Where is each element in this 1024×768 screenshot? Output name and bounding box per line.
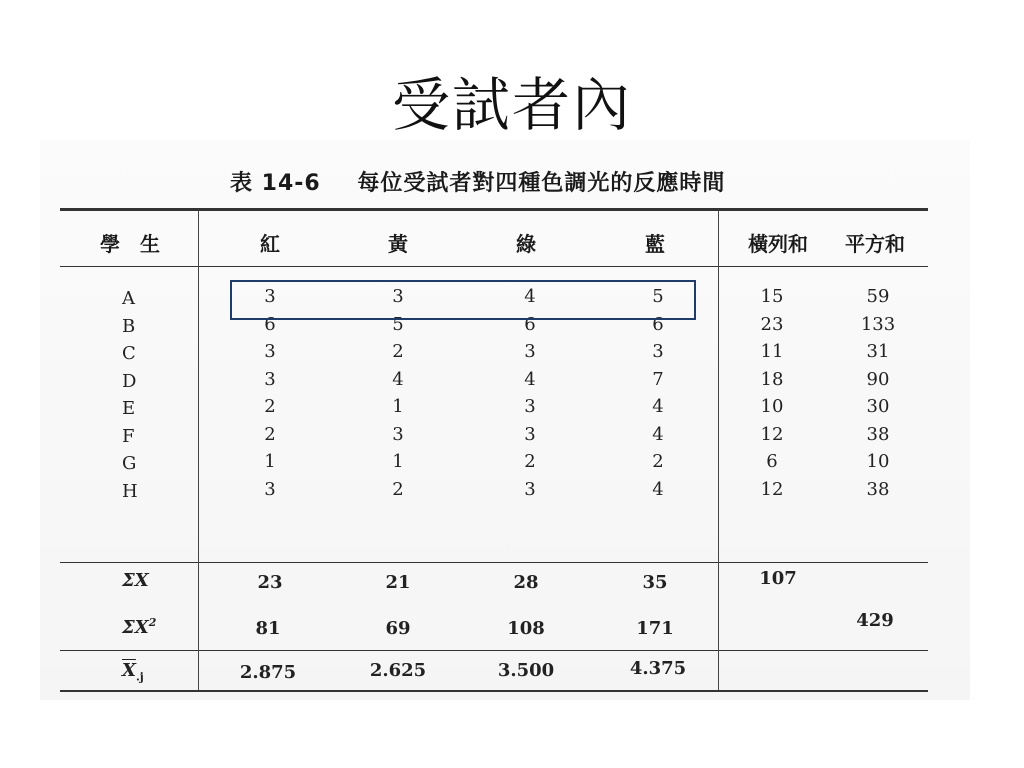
cell-a-red: 3 [264,286,276,307]
sum-x2-yellow: 69 [385,618,411,639]
cell-b-red: 6 [264,313,276,335]
cell-d-red: 3 [264,368,276,390]
sum-x-green: 28 [513,572,539,593]
cell-h-sq-sum: 38 [866,478,890,500]
cell-g-sq-sum: 10 [866,451,890,472]
scanned-table-image [40,140,970,700]
cell-a-row-sum: 15 [760,286,784,307]
cell-c-blue: 3 [652,341,664,362]
row-label-e: E [122,398,136,419]
mean-yellow: 2.625 [369,660,427,681]
cell-f-red: 2 [264,423,276,445]
sum-x2-total: 429 [856,610,894,631]
row-label-d: D [122,370,137,392]
sum-x-blue: 35 [642,572,668,593]
mean-blue: 4.375 [629,658,687,679]
table-header-rule [60,266,928,267]
cell-e-sq-sum: 30 [866,396,890,417]
header-green: 綠 [516,232,536,256]
cell-d-blue: 7 [652,368,664,390]
cell-h-red: 3 [264,478,276,500]
cell-a-green: 4 [524,286,536,307]
cell-h-row-sum: 12 [760,478,784,500]
cell-e-blue: 4 [652,396,664,417]
header-red: 紅 [260,232,280,256]
table-caption-text: 每位受試者對四種色調光的反應時間 [357,171,726,196]
cell-d-row-sum: 18 [760,368,784,390]
cell-h-yellow: 2 [392,478,404,500]
sum-x-red: 23 [257,572,283,593]
cell-e-row-sum: 10 [760,396,784,417]
cell-h-blue: 4 [652,478,664,500]
table-top-rule [60,208,928,211]
cell-a-blue: 5 [652,286,664,307]
row-label-sum-x: ΣX [122,570,149,591]
cell-g-green: 2 [524,451,536,472]
row-label-h: H [122,480,138,502]
row-label-c: C [122,343,136,364]
table-col-divider-student [198,210,199,690]
cell-c-sq-sum: 31 [866,341,890,362]
table-bottom-rule [60,690,928,692]
row-label-g: G [122,453,137,474]
table-body-rule [60,562,928,563]
row-a-highlight-box [230,280,696,320]
cell-h-green: 3 [524,478,536,500]
cell-f-green: 3 [524,423,536,445]
sum-x2-green: 108 [507,618,545,639]
mean-green: 3.500 [497,660,555,681]
sum-x2-blue: 171 [636,618,674,639]
sum-x2-red: 81 [255,618,281,639]
cell-b-green: 6 [524,313,536,335]
cell-e-green: 3 [524,396,536,417]
header-yellow: 黃 [388,232,408,256]
table-caption-number: 表 14-6 [230,171,321,196]
mean-red: 2.875 [239,662,297,683]
cell-g-blue: 2 [652,451,664,472]
cell-c-row-sum: 11 [760,341,784,362]
sum-x-yellow: 21 [385,572,411,593]
row-label-f: F [122,425,135,447]
cell-c-yellow: 2 [392,341,404,362]
cell-a-sq-sum: 59 [866,286,890,307]
slide-title: 受試者內 [391,71,632,139]
table-col-divider-sums [718,210,719,690]
cell-f-row-sum: 12 [760,423,784,445]
cell-f-yellow: 3 [392,423,404,445]
table-caption [230,166,725,197]
cell-b-sq-sum: 133 [860,313,896,335]
header-blue: 藍 [645,232,665,256]
sum-x-total: 107 [759,568,797,589]
cell-e-yellow: 1 [392,396,404,417]
cell-c-red: 3 [264,341,276,362]
cell-g-red: 1 [264,451,276,472]
cell-g-row-sum: 6 [766,451,778,472]
row-label-a: A [122,288,135,309]
cell-b-blue: 6 [652,313,664,335]
cell-d-green: 4 [524,368,536,390]
cell-f-sq-sum: 38 [866,423,890,445]
row-label-mean: $\overline{X}_{.j}$ [122,660,144,684]
row-label-b: B [122,315,136,337]
header-row-sum: 橫列和 [748,232,808,256]
table-sum-rule [60,650,928,651]
cell-f-blue: 4 [652,423,664,445]
cell-e-red: 2 [264,396,276,417]
header-student: 學 生 [100,232,160,256]
header-square-sum: 平方和 [845,232,905,256]
row-label-sum-x2: $\Sigma X^2$ [122,616,157,638]
cell-b-yellow: 5 [392,313,404,335]
cell-d-yellow: 4 [392,368,404,390]
cell-d-sq-sum: 90 [866,368,890,390]
cell-c-green: 3 [524,341,536,362]
cell-g-yellow: 1 [392,451,404,472]
cell-a-yellow: 3 [392,286,404,307]
cell-b-row-sum: 23 [760,313,784,335]
